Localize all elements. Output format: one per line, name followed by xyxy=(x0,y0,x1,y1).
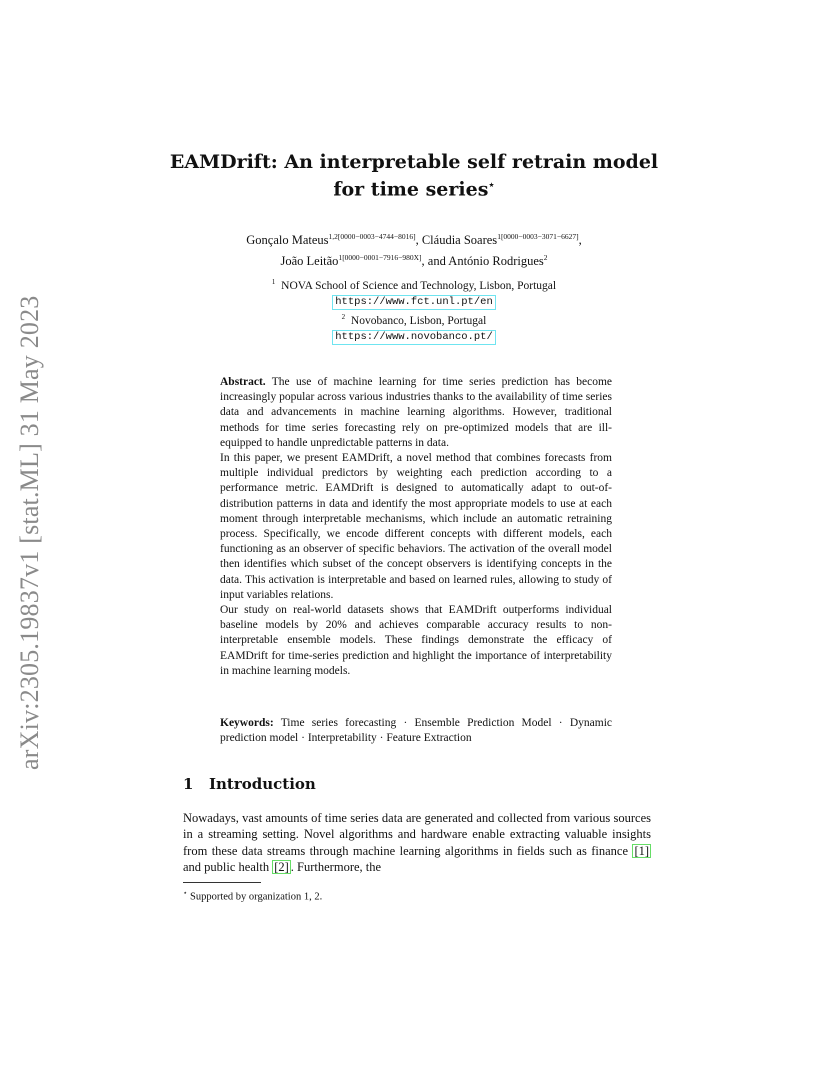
affiliation-2-link[interactable]: https://www.novobanco.pt/ xyxy=(332,330,496,345)
section-number: 1 xyxy=(183,775,194,793)
title-line-2: for time series⋆ xyxy=(333,178,495,201)
intro-paragraph: Nowadays, vast amounts of time series data are generated and collected from various sources in a streaming setting. Novel algorithms and hardware enable extracting valuable insights from these data streams through machine learning algorithms in fields such as finance [1] and public health [2] . Furthermore, the xyxy=(183,811,651,874)
keywords xyxy=(220,716,612,746)
title-line-1: EAMDrift: An interpretable self retrain model xyxy=(169,151,659,173)
footnote xyxy=(183,886,651,905)
author-name: António Rodrigues xyxy=(448,254,544,269)
abstract xyxy=(220,375,612,679)
footnote-text: Supported by organization 1, 2. xyxy=(190,891,323,903)
footnote-divider xyxy=(183,882,261,883)
author-name: Gonçalo Mateus xyxy=(246,233,329,248)
section-title: Introduction xyxy=(209,775,316,793)
citation-link[interactable]: [2] xyxy=(274,859,289,874)
abstract-paragraph: Abstract. The use of machine learning for time series prediction has become increasingly popular across various industries thanks to the availability of time series data and advancements in machine learning algorithms. However, traditional methods for time series forecasting rely on pre-optimized models that are ill-equipped to handle unpredictable patterns in data. xyxy=(220,376,612,449)
affiliation-2: $^2$ Novobanco, Lisbon, Portugal xyxy=(341,312,487,327)
author-affiliation-orcid: 1[0000−0001−7916−980X] xyxy=(338,253,422,263)
author-affiliation: 2 xyxy=(543,253,548,263)
citation-link[interactable]: [1] xyxy=(634,843,650,858)
abstract-paragraph: Our study on real-world datasets shows that EAMDrift outperforms individual baseline models by 20% and achieves comparable accuracy results to non-interpretable ensemble models. These findings demonstrate the efficacy of EAMDrift for time-series prediction and highlight the importance of interpretability in machine learning models. xyxy=(220,604,612,677)
affiliation-1-link[interactable]: https://www.fct.unl.pt/en xyxy=(332,295,496,310)
abstract-paragraph: In this paper, we present EAMDrift, a novel method that combines forecasts from multiple individual predictors by weighting each prediction according to a performance metric. EAMDrift is designed to automatically adapt to out-of-distribution patterns in data and identify the most appropriate models to use at each moment through interpretable mechanisms, which include an automatic retraining process. Specifically, we encode different concepts with different models, each functioning as an observer of specific behaviors. The activation of the overall model then identifies which subset of the concept observers is identifying concepts in the data. This activation is interpretable and based on learned rules, allowing to study of input variables relations. xyxy=(220,452,612,601)
section-heading xyxy=(183,774,483,794)
paper-title xyxy=(140,150,688,201)
footnote-mark: ⋆ xyxy=(183,889,188,897)
keywords-text: Time series forecasting · Ensemble Prediction Model · Dynamic prediction model · Interpretability · Feature Extraction xyxy=(220,717,613,745)
author-affiliation-orcid: 1,2[0000−0003−4744−8016] xyxy=(328,232,416,241)
abstract-label: Abstract. xyxy=(220,376,266,388)
author-affiliation-orcid: 1[0000−0003−3071−6627] xyxy=(497,232,579,241)
arxiv-identifier-stamp: arXiv:2305.19837v1 [stat.ML] 31 May 2023 xyxy=(15,295,44,770)
keywords-label: Keywords: xyxy=(220,717,274,729)
author-name: Cláudia Soares xyxy=(421,233,498,248)
affiliation-1: $^1$ NOVA School of Science and Technology, Lisbon, Portugal xyxy=(271,278,557,292)
author-list: Gonçalo Mateus$^{1,2[0000-0003-4744-8016]}$, Cláudia Soares$^{1[0000-0003-3071-6627]}$, João Leitão$^{1[0000-0001-7916-980X]}$, and António Rodrigues$^2$ xyxy=(246,232,582,269)
author-name: João Leitão xyxy=(280,254,339,269)
title-footnote-mark[interactable]: ⋆ xyxy=(488,180,495,191)
affiliations xyxy=(160,275,668,345)
